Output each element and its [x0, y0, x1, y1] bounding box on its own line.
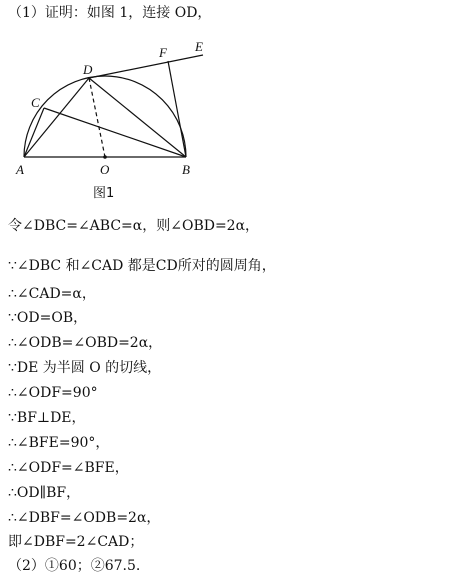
proof-line-5: ∴∠ODB=∠OBD=2α， — [8, 335, 163, 351]
label-c: C — [31, 95, 40, 110]
label-e: E — [195, 39, 203, 54]
segment-ac — [24, 108, 44, 157]
proof-line-3: ∴∠CAD=α， — [8, 286, 96, 302]
answer-line: （2）①60；②67.5. — [8, 558, 141, 574]
segment-db — [89, 78, 186, 157]
label-o: O — [100, 162, 110, 177]
proof-line-8: ∵BF⊥DE， — [8, 410, 86, 426]
proof-line-9: ∴∠BFE=90°， — [8, 435, 110, 451]
proof-line-13: 即∠DBF=2∠CAD； — [8, 534, 144, 550]
center-point-o — [103, 155, 107, 159]
label-a: A — [16, 162, 24, 177]
label-b: B — [182, 162, 190, 177]
figure-caption: 图1 — [93, 186, 115, 201]
proof-line-1: 令∠DBC=∠ABC=α，则∠OBD=2α， — [8, 218, 260, 234]
proof-line-10: ∴∠ODF=∠BFE， — [8, 460, 129, 476]
proof-line-11: ∴OD∥BF， — [8, 485, 81, 501]
geometry-figure — [0, 0, 449, 210]
proof-line-6: ∵DE 为半圆 O 的切线， — [8, 360, 162, 376]
proof-line-7: ∴∠ODF=90° — [8, 385, 98, 401]
tangent-de — [89, 55, 203, 78]
solution-heading: （1）证明：如图 1，连接 OD， — [8, 5, 212, 21]
proof-line-12: ∴∠DBF=∠ODB=2α， — [8, 510, 161, 526]
label-f: F — [159, 45, 167, 60]
label-d: D — [83, 62, 93, 77]
proof-line-2: ∵∠DBC 和∠CAD 都是CD所对的圆周角， — [8, 258, 276, 274]
semicircle-arc — [24, 76, 186, 157]
proof-line-4: ∵OD=OB， — [8, 310, 88, 326]
segment-cb — [44, 108, 186, 157]
